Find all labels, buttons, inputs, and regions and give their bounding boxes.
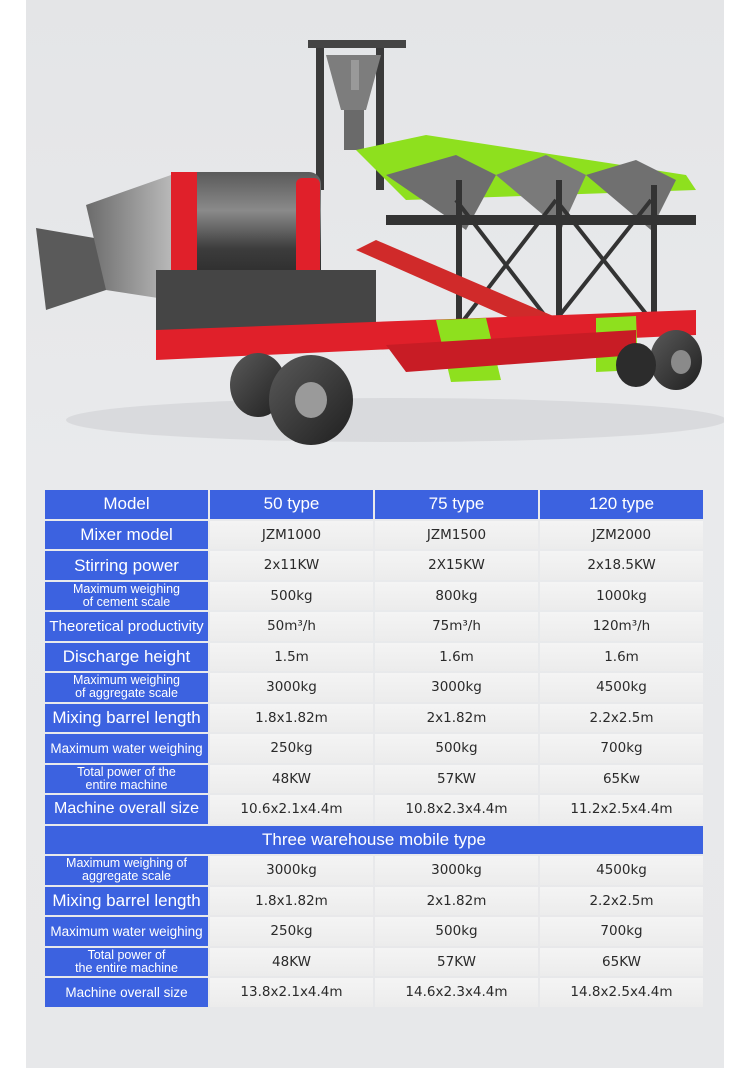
row-label-line: Total power of the — [77, 764, 176, 779]
row-label-line: Total power of — [87, 947, 166, 962]
row-label-line: entire machine — [85, 777, 168, 792]
table-cell: 2x1.82m — [375, 887, 538, 916]
table-header-row — [45, 490, 703, 519]
table-cell: 1.5m — [210, 643, 373, 672]
table-cell: 65KW — [540, 948, 703, 977]
table-cell: 2.2x2.5m — [540, 887, 703, 916]
row-label-line: Maximum weighing of — [66, 856, 187, 871]
table-cell: 2x1.82m — [375, 704, 538, 733]
table-row — [45, 551, 703, 580]
table-cell: 1.8x1.82m — [210, 704, 373, 733]
row-label — [45, 673, 208, 702]
table-cell: 48KW — [210, 948, 373, 977]
row-label — [45, 582, 208, 611]
table-cell: 2x18.5KW — [540, 551, 703, 580]
row-label: Mixing barrel length — [45, 887, 208, 916]
table-cell: 1.6m — [540, 643, 703, 672]
table-row — [45, 704, 703, 733]
table-row — [45, 887, 703, 916]
table-cell: 3000kg — [210, 673, 373, 702]
table-cell: 14.6x2.3x4.4m — [375, 978, 538, 1007]
table-cell: 120m³/h — [540, 612, 703, 641]
row-label: Mixer model — [45, 521, 208, 550]
header-cell: 75 type — [375, 490, 538, 519]
table-cell: 2.2x2.5m — [540, 704, 703, 733]
table-cell: JZM2000 — [540, 521, 703, 550]
row-label-line: Maximum weighing — [73, 581, 180, 596]
table-row — [45, 582, 703, 611]
table-cell: 2x11KW — [210, 551, 373, 580]
table-row — [45, 673, 703, 702]
table-cell: 3000kg — [210, 856, 373, 885]
table-row — [45, 612, 703, 641]
table-cell: 800kg — [375, 582, 538, 611]
table-cell: 14.8x2.5x4.4m — [540, 978, 703, 1007]
section-row — [45, 826, 703, 855]
machine-photo — [26, 0, 724, 470]
table-cell: 500kg — [375, 917, 538, 946]
row-label-line: the entire machine — [75, 960, 178, 975]
table-cell: 10.8x2.3x4.4m — [375, 795, 538, 824]
table-row — [45, 948, 703, 977]
table-cell: 1.8x1.82m — [210, 887, 373, 916]
row-label: Mixing barrel length — [45, 704, 208, 733]
table-cell: 75m³/h — [375, 612, 538, 641]
table-cell: 1.6m — [375, 643, 538, 672]
header-cell: 50 type — [210, 490, 373, 519]
mixer-drum — [36, 172, 376, 330]
table-cell: 250kg — [210, 734, 373, 763]
row-label-line: of aggregate scale — [75, 686, 178, 701]
table-cell: 50m³/h — [210, 612, 373, 641]
table-cell: 500kg — [210, 582, 373, 611]
table-cell: JZM1000 — [210, 521, 373, 550]
table-row — [45, 521, 703, 550]
row-label-line: Maximum weighing — [73, 673, 180, 688]
row-label: Theoretical productivity — [45, 612, 208, 641]
row-label: Maximum water weighing — [45, 917, 208, 946]
row-label: Stirring power — [45, 551, 208, 580]
table-row — [45, 856, 703, 885]
row-label: Machine overall size — [45, 978, 208, 1007]
row-label — [45, 856, 208, 885]
table-row — [45, 734, 703, 763]
table-row — [45, 643, 703, 672]
table-cell: 4500kg — [540, 673, 703, 702]
table-cell: 57KW — [375, 765, 538, 794]
table-cell: 13.8x2.1x4.4m — [210, 978, 373, 1007]
table-cell: 700kg — [540, 734, 703, 763]
table-cell: 57KW — [375, 948, 538, 977]
header-cell: 120 type — [540, 490, 703, 519]
table-cell: 1000kg — [540, 582, 703, 611]
table-row — [45, 978, 703, 1007]
table-row — [45, 765, 703, 794]
table-row — [45, 795, 703, 824]
row-label — [45, 948, 208, 977]
header-cell: Model — [45, 490, 208, 519]
row-label-line: aggregate scale — [82, 869, 171, 884]
table-cell: 48KW — [210, 765, 373, 794]
table-cell: 3000kg — [375, 673, 538, 702]
table-cell: 2X15KW — [375, 551, 538, 580]
table-cell: JZM1500 — [375, 521, 538, 550]
table-cell: 250kg — [210, 917, 373, 946]
row-label: Machine overall size — [45, 795, 208, 824]
row-label: Maximum water weighing — [45, 734, 208, 763]
table-cell: 700kg — [540, 917, 703, 946]
row-label — [45, 765, 208, 794]
table-cell: 4500kg — [540, 856, 703, 885]
table-row — [45, 917, 703, 946]
spec-table — [43, 488, 705, 1009]
table-cell: 11.2x2.5x4.4m — [540, 795, 703, 824]
table-cell: 500kg — [375, 734, 538, 763]
table-cell: 65Kw — [540, 765, 703, 794]
table-cell: 3000kg — [375, 856, 538, 885]
row-label: Discharge height — [45, 643, 208, 672]
section-title: Three warehouse mobile type — [45, 826, 703, 855]
table-cell: 10.6x2.1x4.4m — [210, 795, 373, 824]
row-label-line: of cement scale — [82, 594, 171, 609]
